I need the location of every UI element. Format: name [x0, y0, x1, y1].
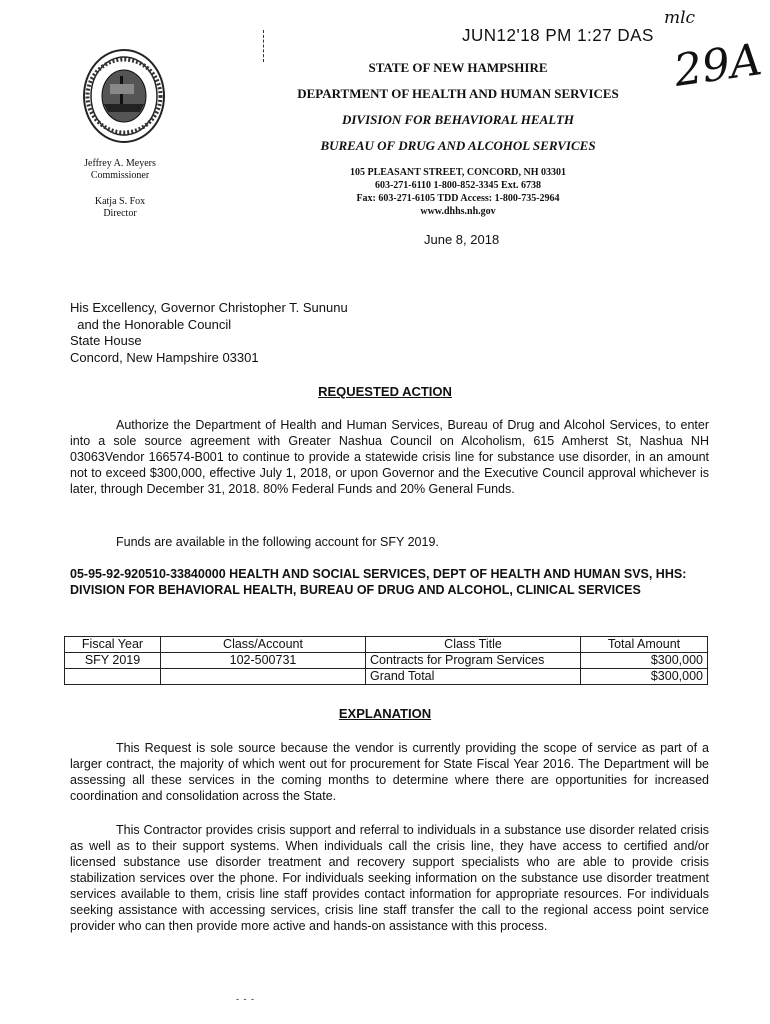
account-line: 05-95-92-920510-33840000 HEALTH AND SOCIAL SERVICES, DEPT OF HEALTH AND HUMAN SVS, HHS: DIVISION FOR BEHAVIORAL HEALTH, BUREAU OF DRUG AND ALCOHOL, CLINICAL SERVICES — [70, 567, 687, 597]
addressee-line: and the Honorable Council — [70, 316, 232, 332]
handwritten-initials: mlc — [664, 8, 696, 28]
table-cell: SFY 2019 — [65, 653, 161, 669]
handwritten-item-number: 29A — [670, 34, 765, 97]
state-seal-icon — [82, 48, 166, 144]
header-web: www.dhhs.nh.gov — [420, 206, 496, 217]
official-name: Jeffrey A. Meyers — [84, 158, 156, 169]
budget-table — [64, 636, 708, 685]
table-row — [65, 669, 708, 685]
requested-action-title: REQUESTED ACTION — [318, 384, 452, 399]
header-department: DEPARTMENT OF HEALTH AND HUMAN SERVICES — [297, 86, 619, 101]
table-header-row — [65, 637, 708, 653]
official-commissioner — [40, 158, 200, 182]
header-bureau: BUREAU OF DRUG AND ALCOHOL SERVICES — [320, 138, 596, 153]
table-header-cell: Total Amount — [581, 637, 708, 653]
table-header-cell: Class Title — [366, 637, 581, 653]
addressee-block — [70, 300, 348, 366]
table-header-cell: Class/Account — [161, 637, 366, 653]
header-state: STATE OF NEW HAMPSHIRE — [368, 60, 548, 75]
official-title: Commissioner — [90, 170, 150, 181]
table-cell: Contracts for Program Services — [366, 653, 581, 669]
requested-action-paragraph: Authorize the Department of Health and Human Services, Bureau of Drug and Alcohol Services, to enter into a sole source agreement with Greater Nashua Council on Alcoholism, 615 Amherst St, Nashua NH 03063Vendor 166574-B001 to continue to provide a statewide crisis line for substance use disorder, in an amount not to exceed $300,000, effective July 1, 2018, or upon Governor and the Executive Council approval whichever is later, through December 31, 2018. 80% Federal Funds and 20% General Funds. — [70, 418, 709, 496]
addressee-line: His Excellency, Governor Christopher T. Sununu — [70, 300, 348, 315]
table-cell: Grand Total — [366, 669, 581, 685]
received-stamp: JUN12'18 PM 1:27 DAS — [462, 25, 654, 46]
table-row — [65, 653, 708, 669]
explanation-paragraph-2: This Contractor provides crisis support and referral to individuals in a substance use disorder related crisis as well as to their support systems. When individuals call the crisis line, they have access to certified and/or licensed substance use disorder treatment and recovery support specialists who are able to provide crisis stabilization services over the phone. For individuals seeking information on the substance use disorder treatment services available to them, crisis line staff provides contact information for appropriate resources. For individuals seeking assistance with accessing services, crisis line staff transfer the call to the regional access point service provider who can then provide more active and hands-on assistance with this process. — [70, 823, 709, 933]
letter-date: June 8, 2018 — [424, 232, 500, 247]
official-name: Katja S. Fox — [94, 196, 146, 207]
header-division: DIVISION FOR BEHAVIORAL HEALTH — [341, 112, 574, 127]
addressee-line: Concord, New Hampshire 03301 — [70, 349, 259, 365]
scan-mark: - - - — [236, 994, 255, 1004]
table-header-cell: Fiscal Year — [65, 637, 161, 653]
funds-available-line: Funds are available in the following account for SFY 2019. — [116, 535, 439, 549]
margin-dash-line — [263, 30, 265, 62]
table-cell — [65, 669, 161, 685]
table-cell: $300,000 — [581, 653, 708, 669]
table-cell: $300,000 — [581, 669, 708, 685]
official-director — [40, 196, 200, 220]
addressee-line: State House — [70, 333, 142, 348]
table-cell — [161, 669, 366, 685]
table-cell: 102-500731 — [161, 653, 366, 669]
official-title: Director — [103, 208, 137, 219]
header-phone: 603-271-6110 1-800-852-3345 Ext. 6738 — [374, 180, 542, 191]
explanation-title: EXPLANATION — [338, 706, 432, 721]
header-fax: Fax: 603-271-6105 TDD Access: 1-800-735-2964 — [356, 193, 560, 204]
header-address: 105 PLEASANT STREET, CONCORD, NH 03301 — [349, 167, 567, 178]
explanation-paragraph-1: This Request is sole source because the vendor is currently providing the scope of service as part of a larger contract, the majority of which went out for procurement for State Fiscal Year 2016. The Department will be assessing all these services in the coming months to determine where there are opportunities for increased coordination and consolidation across the State. — [70, 741, 709, 803]
